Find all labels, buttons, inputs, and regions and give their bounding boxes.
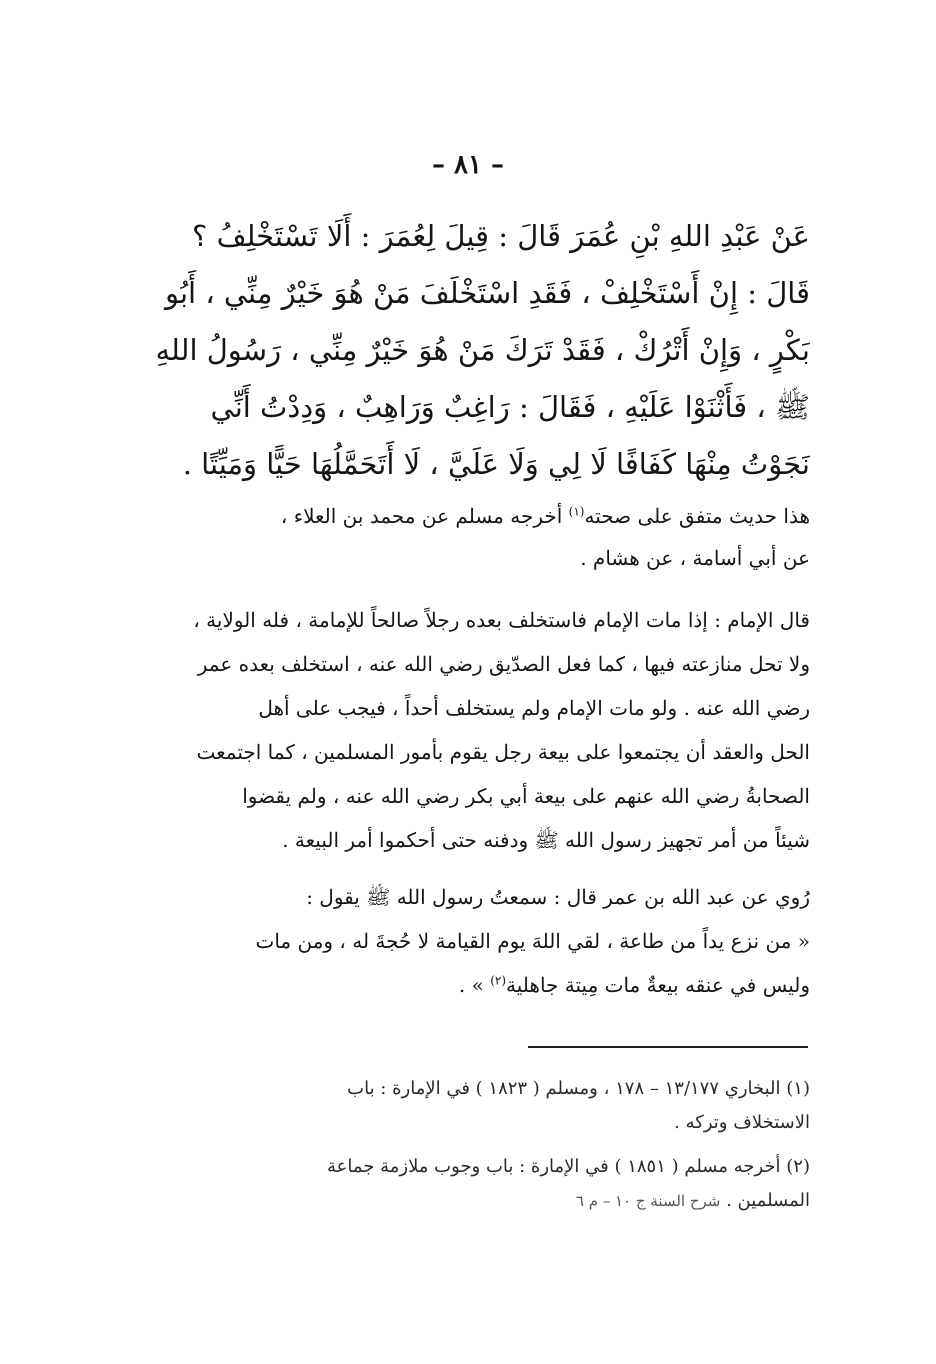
footnote-2 bbox=[150, 1150, 810, 1218]
grading-line: عن أبي أسامة ، عن هشام . bbox=[580, 546, 810, 570]
hadith-line: نَجَوْتُ مِنْهَا كَفَافًا لَا لِي وَلَا عَلَيَّ ، لَا أَتَحَمَّلُهَا حَيًّا وَمَيِّتًا . bbox=[182, 447, 810, 481]
hadith-line: عَنْ عَبْدِ اللهِ بْنِ عُمَرَ قَالَ : قِيلَ لِعُمَرَ : أَلَا تَسْتَخْلِفُ ؟ bbox=[191, 219, 810, 253]
second-hadith bbox=[150, 875, 810, 1007]
footnote-1 bbox=[150, 1072, 810, 1140]
printer-signature: شرح السنة ج ١٠ – م ٦ bbox=[575, 1192, 721, 1210]
commentary-line: الحل والعقد أن يجتمعوا على بيعة رجل يقوم بأمور المسلمين ، كما اجتمعت bbox=[196, 740, 810, 764]
grading-line bbox=[150, 495, 810, 537]
second-hadith-text: وليس في عنقه بيعةٌ مات مِيتة جاهلية bbox=[506, 973, 810, 997]
hadith-line: قَالَ : إِنْ أَسْتَخْلِفْ ، فَقَدِ اسْتَخْلَفَ مَنْ هُوَ خَيْرٌ مِنِّي ، أَبُو bbox=[164, 276, 810, 310]
second-hadith-line: رُوي عن عبد الله بن عمر قال : سمعتُ رسول الله ﷺ يقول : bbox=[306, 885, 810, 909]
footnote-ref-2: (٢) bbox=[490, 973, 507, 988]
page-number: – ٨١ – bbox=[431, 150, 505, 180]
commentary-line: شيئاً من أمر تجهيز رسول الله ﷺ ودفنه حتى أحكموا أمر البيعة . bbox=[282, 828, 810, 852]
footnote-line: (١) البخاري ١٣/١٧٧ – ١٧٨ ، ومسلم ( ١٨٢٣ ) في الإمارة : باب bbox=[347, 1078, 810, 1099]
grading-text: أخرجه مسلم عن محمد بن العلاء ، bbox=[280, 504, 569, 528]
footnote-line: المسلمين . bbox=[726, 1190, 810, 1211]
hadith-grading bbox=[150, 495, 810, 579]
imam-commentary bbox=[150, 598, 810, 862]
second-hadith-text: » . bbox=[458, 973, 491, 997]
hadith-line: ﷺ ، فَأَثْنَوْا عَلَيْهِ ، فَقَالَ : رَاغِبٌ وَرَاهِبٌ ، وَدِدْتُ أَنِّي bbox=[210, 390, 810, 424]
footnote-ref-1: (١) bbox=[568, 504, 585, 519]
second-hadith-line bbox=[150, 963, 810, 1007]
grading-text: هذا حديث متفق على صحته bbox=[584, 504, 810, 528]
commentary-line: قال الإمام : إذا مات الإمام فاستخلف بعده رجلاً صالحاً للإمامة ، فله الولاية ، bbox=[193, 608, 810, 632]
commentary-line: رضي الله عنه . ولو مات الإمام ولم يستخلف أحداً ، فيجب على أهل bbox=[258, 696, 810, 720]
second-hadith-line: « من نزع يداً من طاعة ، لقي اللهَ يوم القيامة لا حُجةَ له ، ومن مات bbox=[255, 929, 810, 953]
footnote-line: الاستخلاف وتركه . bbox=[674, 1112, 810, 1133]
footnotes bbox=[150, 1072, 810, 1228]
footnote-line-with-signature bbox=[150, 1184, 810, 1218]
hadith-text bbox=[150, 208, 810, 493]
commentary-line: ولا تحل منازعته فيها ، كما فعل الصدّيق رضي الله عنه ، استخلف بعده عمر bbox=[197, 652, 810, 676]
footnote-line: (٢) أخرجه مسلم ( ١٨٥١ ) في الإمارة : باب وجوب ملازمة جماعة bbox=[326, 1156, 810, 1177]
footnote-separator bbox=[528, 1046, 808, 1048]
hadith-line: بَكْرٍ ، وَإِنْ أَتْرُكْ ، فَقَدْ تَرَكَ مَنْ هُوَ خَيْرٌ مِنِّي ، رَسُولُ اللهِ bbox=[155, 333, 810, 367]
commentary-line: الصحابةُ رضي الله عنهم على بيعة أبي بكر رضي الله عنه ، ولم يقضوا bbox=[242, 784, 810, 808]
